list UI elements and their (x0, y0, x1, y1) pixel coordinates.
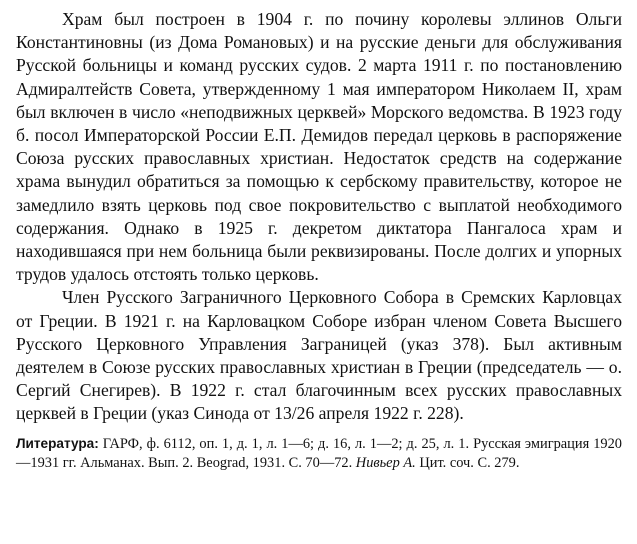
paragraph-biography: Член Русского Заграничного Церковного Собора в Сремских Карловцах от Греции. В 1921 г. на Карловацком Соборе избран членом Совета Высшего Русского Церковного Управления Заграницей (указ 378). Был активным деятелем в Союзе русских православных христиан в Греции (председатель — о. Сергий Снегирев). В 1922 г. стал благочинным всех русских православных церквей в Греции (указ Синода от 13/26 апреля 1922 г. 228). (16, 287, 622, 424)
literature-citation: Цит. соч. С. 279. (415, 454, 520, 471)
literature-author: Нивьер А. (355, 454, 416, 471)
literature-label: Литература: (16, 435, 99, 451)
paragraph-temple-history: Храм был построен в 1904 г. по почину королевы эллинов Ольги Константиновны (из Дома Романовых) и на русские деньги для обслуживания Русской больницы и команд русских судов. 2 марта 1911 г. по постановлению Адмиралтейств Совета, утвержденному 1 мая императором Николаем II, храм был включен в число «неподвижных церквей» Морского ведомства. В 1923 году б. посол Императорской России Е.П. Демидов передал церковь в распоряжение Союза русских православных христиан. Недостаток средств на содержание храма вынудил обратиться за помощью к сербскому правительству, которое не замедлило взять церковь под свое покровительство с выплатой необходимого содержания. Однако в 1925 г. декретом диктатора Пангалоса храм и находившаяся при нем больница были реквизированы. После долгих и упорных трудов удалось отстоять только церковь. (16, 9, 622, 285)
literature-references (16, 434, 622, 473)
literature-sources: ГАРФ, ф. 6112, оп. 1, д. 1, л. 1—6; д. 16, л. 1—2; д. 25, л. 1. Русская эмиграция 1920—1931 гг. Альманах. Вып. 2. Beograd, 1931. С. 70—72. (16, 435, 622, 471)
document-page (16, 8, 622, 473)
